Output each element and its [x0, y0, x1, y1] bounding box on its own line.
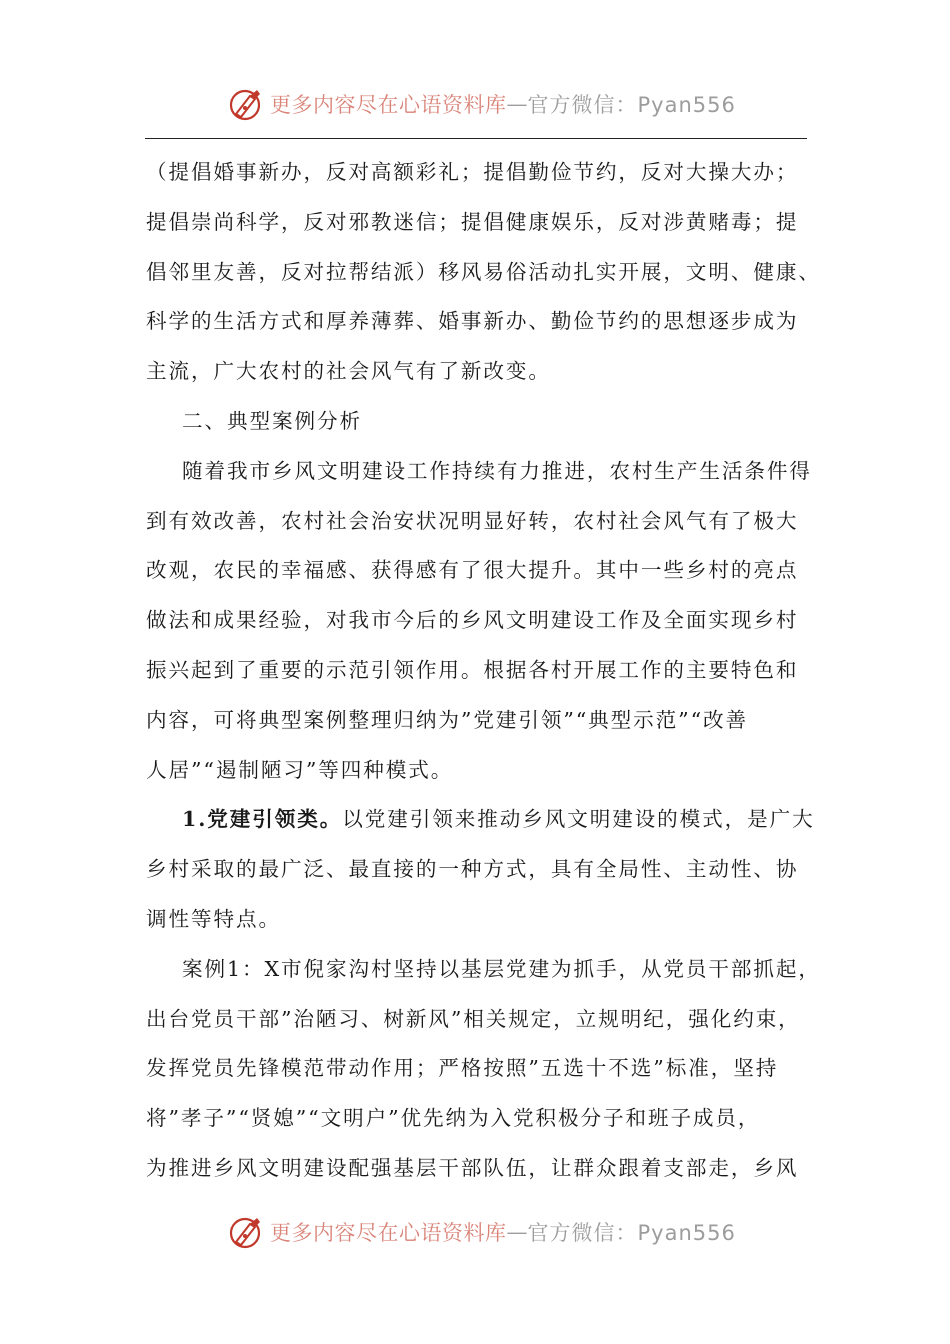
- watermark-brand: 更多内容尽在心语资料库: [270, 1221, 507, 1245]
- text-line: 发挥党员先锋模范带动作用；严格按照”五选十不选”标准，坚持: [146, 1056, 779, 1081]
- text-line: 倡邻里友善，反对拉帮结派）移风易俗活动扎实开展，文明、健康、: [146, 259, 821, 284]
- body-text: [146, 148, 821, 1194]
- text-line: 将”孝子”“贤媳”“文明户”优先纳为入党积极分子和班子成员，: [146, 1106, 761, 1131]
- text-line: 振兴起到了重要的示范引领作用。根据各村开展工作的主要特色和: [146, 657, 799, 682]
- text-line: 改观，农民的幸福感、获得感有了很大提升。其中一些乡村的亮点: [146, 558, 799, 583]
- watermark-wechat: 官方微信：Pyan556: [527, 93, 736, 117]
- text-line: [146, 795, 815, 845]
- text-line: 做法和成果经验，对我市今后的乡风文明建设工作及全面实现乡村: [146, 608, 799, 633]
- watermark-wechat: 官方微信：Pyan556: [527, 1221, 736, 1245]
- text-line: 到有效改善，农村社会治安状况明显好转，农村社会风气有了极大: [146, 508, 799, 533]
- subheading-party-building: 1.党建引领类。: [182, 807, 343, 832]
- pen-nib-seal-icon: [228, 86, 264, 122]
- watermark-dash: —: [506, 1220, 528, 1244]
- text-line: 人居”“遏制陋习”等四种模式。: [146, 757, 454, 782]
- text-line: 乡村采取的最广泛、最直接的一种方式，具有全局性、主动性、协: [146, 857, 799, 882]
- header-rule: [145, 138, 807, 139]
- watermark-dash: —: [506, 92, 528, 116]
- text-line: 科学的生活方式和厚养薄葬、婚事新办、勤俭节约的思想逐步成为: [146, 309, 799, 334]
- watermark-brand: 更多内容尽在心语资料库: [270, 93, 507, 117]
- text-line: 主流，广大农村的社会风气有了新改变。: [146, 359, 551, 384]
- text-line: （提倡婚事新办，反对高额彩礼；提倡勤俭节约，反对大操大办；: [146, 160, 799, 184]
- text-line: 案例1：X市倪家沟村坚持以基层党建为抓手，从党员干部抓起，: [182, 956, 821, 981]
- footer-watermark: [228, 1212, 736, 1252]
- pen-nib-seal-icon: [228, 1214, 264, 1250]
- text-line: 为推进乡风文明建设配强基层干部队伍，让群众跟着支部走，乡风: [146, 1155, 799, 1180]
- section-heading: 二、典型案例分析: [182, 408, 362, 433]
- text-line: 调性等特点。: [146, 906, 281, 931]
- text-line: 提倡崇尚科学，反对邪教迷信；提倡健康娱乐，反对涉黄赌毒；提: [146, 209, 799, 234]
- text-line: 出台党员干部”治陋习、树新风”相关规定，立规明纪，强化约束，: [146, 1006, 801, 1031]
- header-watermark: [228, 84, 736, 124]
- text-line: 随着我市乡风文明建设工作持续有力推进，农村生产生活条件得: [182, 458, 812, 483]
- text-line: 内容，可将典型案例整理归纳为”党建引领”“典型示范”“改善: [146, 707, 748, 732]
- text-run: 以党建引领来推动乡风文明建设的模式，是广大: [342, 807, 815, 832]
